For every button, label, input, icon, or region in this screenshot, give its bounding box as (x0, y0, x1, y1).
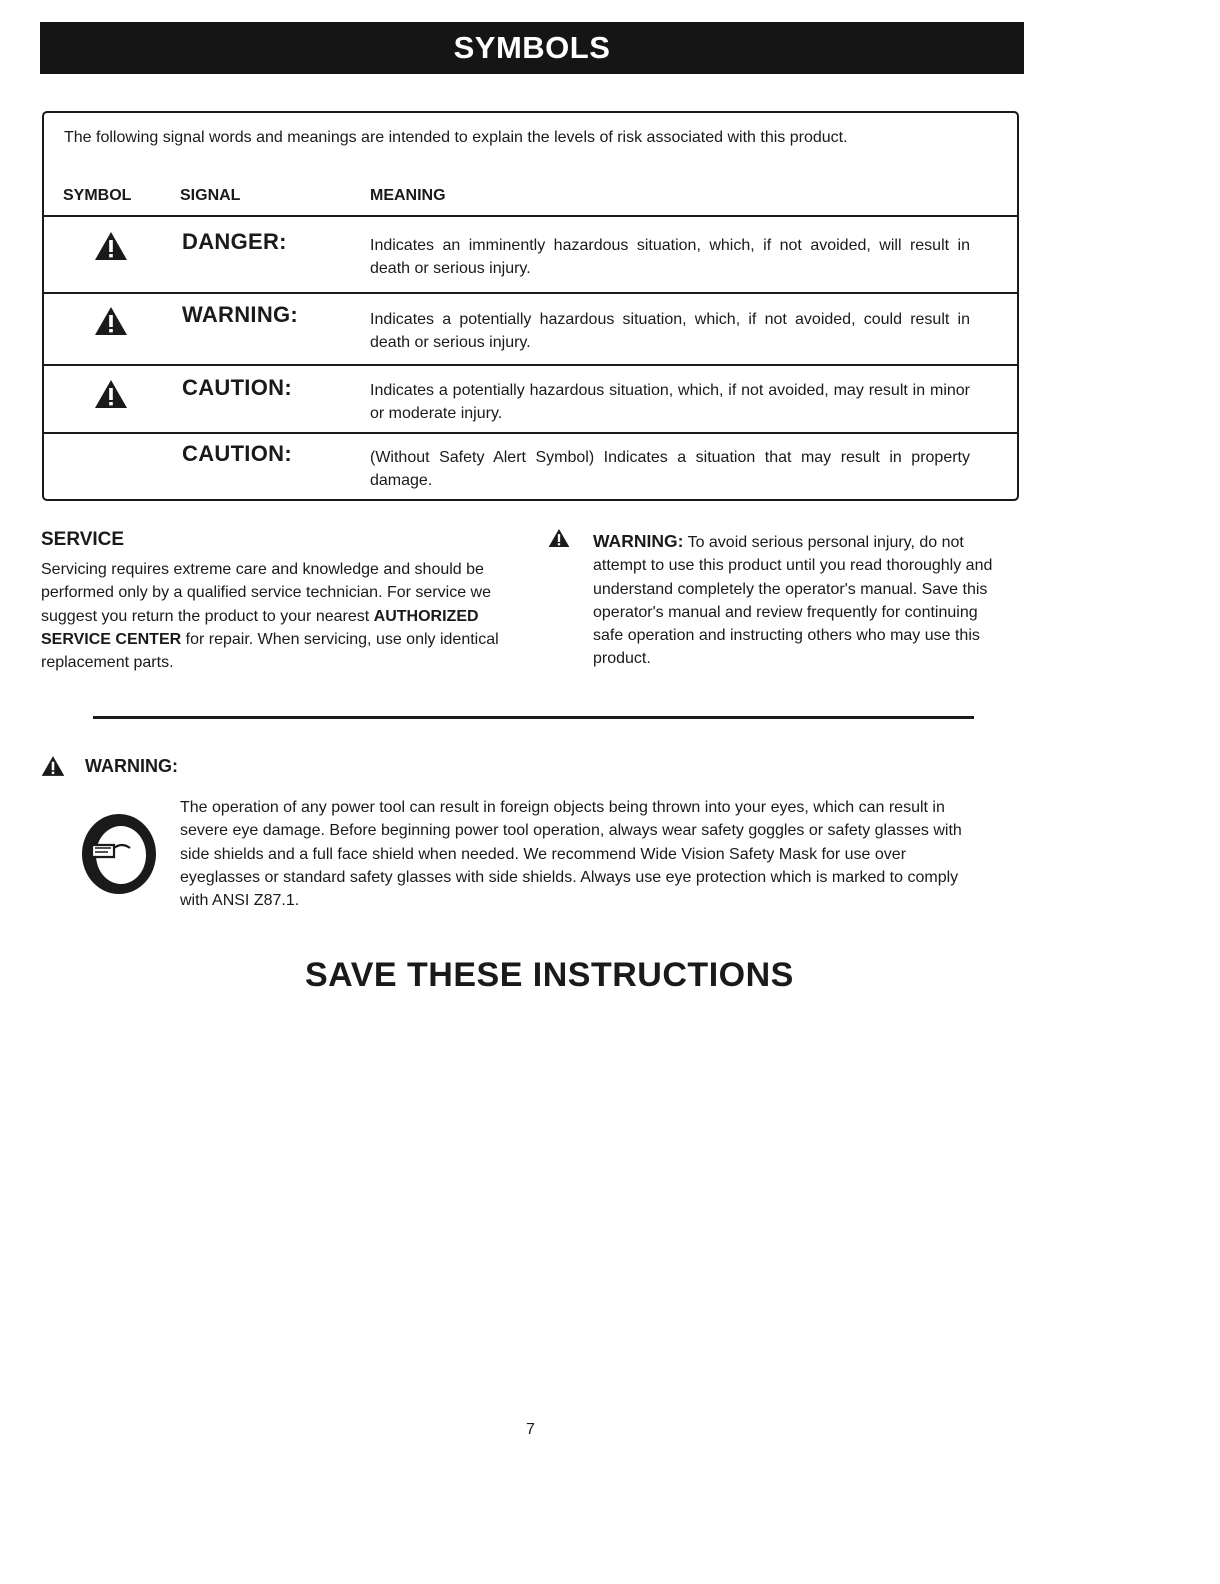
service-text-end: for repair. When servicing, use only identical replacement parts. (41, 630, 499, 672)
symbols-intro: The following signal words and meanings are intended to explain the levels of risk associated with this product. (64, 129, 848, 146)
column-header-meaning: MEANING (370, 187, 446, 204)
page-title: SYMBOLS (453, 30, 611, 65)
signal-meaning: Indicates an imminently hazardous situation, which, if not avoided, will result in death or serious injury. (370, 237, 970, 277)
table-rule (44, 364, 1017, 366)
manual-warning (593, 530, 993, 671)
signal-meaning: (Without Safety Alert Symbol) Indicates a situation that may result in property damage. (370, 449, 970, 489)
safety-alert-icon (548, 528, 570, 548)
table-rule (44, 292, 1017, 294)
section-divider (93, 716, 974, 719)
manual-warning-label: WARNING: (593, 531, 684, 551)
signal-word: DANGER: (182, 229, 287, 254)
service-paragraph (41, 558, 511, 674)
column-header-symbol: SYMBOL (63, 187, 132, 204)
service-heading: SERVICE (41, 529, 125, 550)
table-rule (44, 432, 1017, 434)
page-number: 7 (526, 1421, 535, 1438)
signal-word: CAUTION: (182, 375, 292, 400)
safety-alert-icon (94, 379, 128, 409)
authorized-service-center: AUTHORIZED SERVICE CENTER (41, 607, 479, 648)
table-rule (44, 215, 1017, 217)
signal-word: CAUTION: (182, 441, 292, 466)
safety-alert-icon (41, 755, 65, 777)
eye-warning-label: WARNING: (85, 756, 178, 776)
signal-word: WARNING: (182, 302, 299, 327)
service-text-start: Servicing requires extreme care and knowledge and should be performed only by a qualified service technician. For service we suggest you return the product to your nearest (41, 561, 491, 625)
signal-meaning: Indicates a potentially hazardous situation, which, if not avoided, could result in death or serious injury. (370, 311, 970, 351)
safety-goggles-icon (80, 812, 158, 896)
symbols-table (42, 111, 1019, 501)
save-instructions-heading: SAVE THESE INSTRUCTIONS (305, 956, 794, 994)
safety-alert-icon (94, 231, 128, 261)
manual-warning-text: To avoid serious personal injury, do not attempt to use this product until you read thoroughly and understand completely the operator's manual. Save this operator's manual and review frequently for continuing safe operation and instructing others who may use this product. (593, 534, 993, 668)
eye-warning-text: The operation of any power tool can result in foreign objects being thrown into your eyes, which can result in severe eye damage. Before beginning power tool operation, always wear safety goggles or safety glasses with side shields and a full face shield when needed. We recommend Wide Vision Safety Mask for use over eyeglasses or standard safety glasses with side shields. Always use eye protection which is marked to comply with ANSI Z87.1. (180, 799, 962, 910)
page-title-banner (40, 22, 1024, 74)
column-header-signal: SIGNAL (180, 187, 241, 204)
safety-alert-icon (94, 306, 128, 336)
signal-meaning: Indicates a potentially hazardous situation, which, if not avoided, may result in minor or moderate injury. (370, 382, 970, 422)
